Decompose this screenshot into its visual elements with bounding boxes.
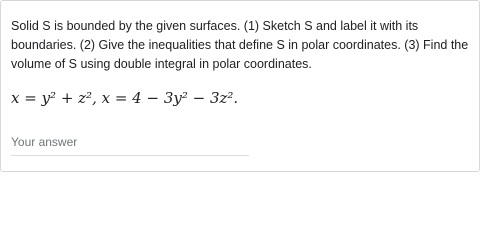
question-text: Solid S is bounded by the given surfaces. (1) Sketch S and label it with its boundaries. (2) Give the inequalities that define S in polar coordinates. (3) Find the volume of S using double integral in polar coordinates. [11, 19, 469, 71]
answer-placeholder: Your answer [11, 135, 78, 149]
answer-input[interactable] [11, 133, 249, 156]
question-equation: x = y² + z², x = 4 − 3y² − 3z². [11, 89, 239, 107]
